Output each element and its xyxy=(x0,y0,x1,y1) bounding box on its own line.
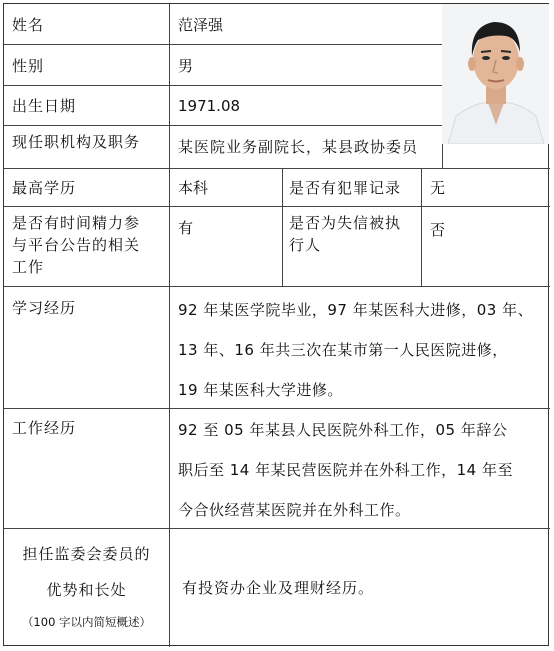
gender-value: 男 xyxy=(178,57,194,75)
work-history-text xyxy=(178,410,546,530)
study-history-line: 13 年、16 年共三次在某市第一人民医院进修， xyxy=(178,341,508,359)
time-energy-label-line: 与平台公告的相关 xyxy=(12,236,141,254)
advantage-value: 有投资办企业及理财经历。 xyxy=(182,579,375,597)
advantage-label-line: 担任监委会委员的 xyxy=(22,545,151,563)
position-value: 某医院业务副院长，某县政协委员 xyxy=(178,138,419,156)
name-label: 姓名 xyxy=(12,16,45,34)
time-energy-label-line: 工作 xyxy=(12,258,45,276)
dishonest-label-line: 行人 xyxy=(289,236,322,254)
work-history-line: 职后至 14 年某民营医院并在外科工作，14 年至 xyxy=(178,461,513,479)
birth-date-label: 出生日期 xyxy=(12,97,77,115)
dishonest-value: 否 xyxy=(430,221,446,239)
time-energy-value: 有 xyxy=(178,219,194,237)
advantage-label xyxy=(4,536,169,636)
criminal-record-value: 无 xyxy=(430,179,446,197)
position-label: 现任职机构及职务 xyxy=(12,133,141,151)
person-portrait-icon xyxy=(442,4,549,144)
gender-label: 性别 xyxy=(12,57,45,75)
work-history-label: 工作经历 xyxy=(12,419,77,437)
birth-date-value: 1971.08 xyxy=(178,97,241,115)
dishonest-label-line: 是否为失信被执 xyxy=(289,214,402,232)
study-history-text xyxy=(178,290,546,410)
education-value: 本科 xyxy=(178,179,209,197)
work-history-line: 92 至 05 年某县人民医院外科工作，05 年辞公 xyxy=(178,421,508,439)
time-energy-label xyxy=(12,212,140,278)
candidate-info-table xyxy=(3,3,549,646)
education-label: 最高学历 xyxy=(12,179,77,197)
advantage-label-line: 优势和长处 xyxy=(46,581,127,599)
time-energy-label-line: 是否有时间精力参 xyxy=(12,214,141,232)
dishonest-label xyxy=(289,212,401,256)
name-value: 范泽强 xyxy=(178,16,224,34)
study-history-line: 92 年某医学院毕业，97 年某医科大进修，03 年、 xyxy=(178,301,534,319)
work-history-line: 今合伙经营某医院并在外科工作。 xyxy=(178,501,411,519)
advantage-note: （100 字以内简短概述） xyxy=(21,615,152,629)
study-history-line: 19 年某医科大学进修。 xyxy=(178,381,343,399)
criminal-record-label: 是否有犯罪记录 xyxy=(289,179,402,197)
study-history-label: 学习经历 xyxy=(12,299,77,317)
